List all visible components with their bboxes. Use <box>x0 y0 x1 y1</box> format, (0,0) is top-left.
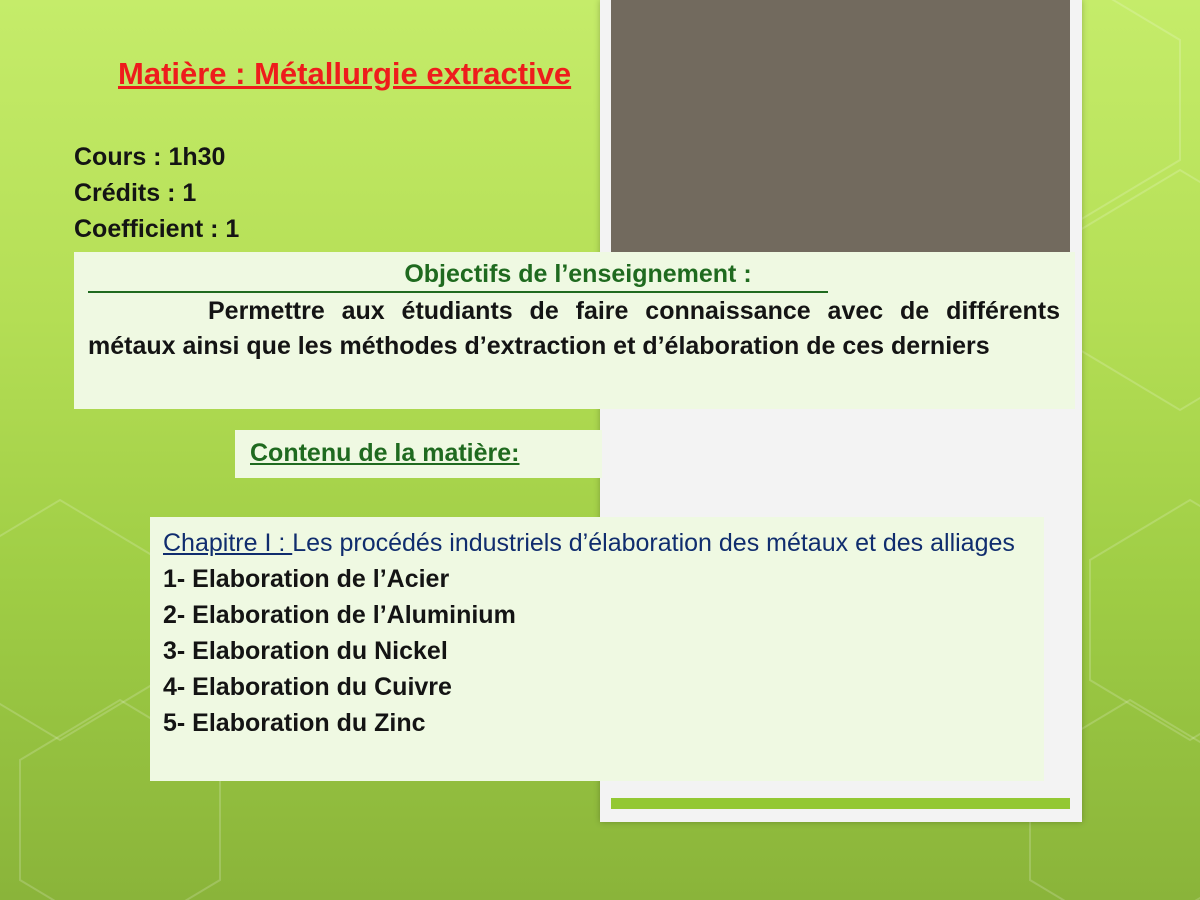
photo-placeholder <box>611 0 1070 252</box>
accent-bar <box>611 798 1070 809</box>
chapter-item: 1- Elaboration de l’Acier <box>163 565 450 593</box>
chapter-title <box>163 525 1030 561</box>
chapter-item: 4- Elaboration du Cuivre <box>163 673 452 701</box>
objectives-heading: Objectifs de l’enseignement : <box>88 258 828 293</box>
page-title: Matière : Métallurgie extractive <box>118 56 572 91</box>
chapter-box <box>150 517 1044 781</box>
course-info <box>74 139 239 247</box>
chapter-item: 5- Elaboration du Zinc <box>163 709 426 737</box>
objectives-box <box>74 252 1075 409</box>
chapter-title-text: Les procédés industriels d’élaboration des métaux et des alliages <box>292 529 1015 557</box>
course-credits: Crédits : 1 <box>74 179 197 207</box>
chapter-item: 3- Elaboration du Nickel <box>163 637 448 665</box>
objectives-text: Permettre aux étudiants de faire connaissance avec de différents métaux ainsi que les méthodes d’extraction et d’élaboration de ces derniers <box>88 297 1060 360</box>
course-coefficient: Coefficient : 1 <box>74 215 240 243</box>
content-heading-box <box>235 430 602 478</box>
course-hours: Cours : 1h30 <box>74 143 226 171</box>
chapter-label: Chapitre I : <box>163 529 293 557</box>
chapter-item: 2- Elaboration de l’Aluminium <box>163 601 516 629</box>
content-heading: Contenu de la matière: <box>250 439 520 467</box>
